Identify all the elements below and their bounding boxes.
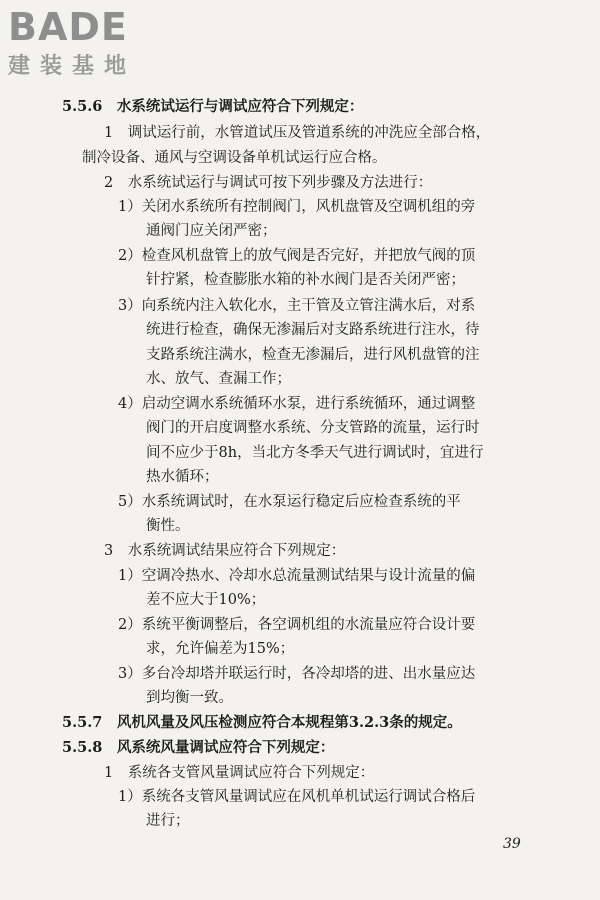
logo-subtitle: 建装基地 [8, 54, 137, 79]
item-3-text: 3 水系统调试结果应符合下列规定： [104, 543, 346, 559]
step-3-text-cont-3: 水、放气、查漏工作； [146, 371, 291, 387]
step-4-text-cont-2: 间不应少于8h，当北方冬季天气进行调试时，宜进行 [146, 445, 484, 461]
step-5-text: 5）水系统调试时，在水泵运行稳定后应检查系统的平 [118, 494, 461, 510]
step-4-text: 4）启动空调水系统循环水泵，进行系统循环，通过调整 [118, 396, 476, 412]
section-5-5-8-heading: 5.5.8 风系统风量调试应符合下列规定： [62, 739, 335, 756]
step-5-text-cont: 衡性。 [146, 518, 190, 534]
step-1-text: 1）关闭水系统所有控制阀门，风机盘管及空调机组的旁 [118, 199, 476, 215]
result-2-text-cont: 求，允许偏差为15%； [146, 641, 295, 657]
item-2-text: 2 水系统试运行与调试可按下列步骤及方法进行： [104, 175, 433, 191]
result-3-text-cont: 到均衡一致。 [146, 690, 233, 706]
airflow-step-1-cont: 进行； [146, 813, 190, 829]
result-2-text: 2）系统平衡调整后，各空调机组的水流量应符合设计要 [118, 617, 476, 633]
item-1-airflow-text: 1 系统各支管风量调试应符合下列规定： [104, 765, 375, 781]
page-number: 39 [503, 836, 521, 852]
result-3-text: 3）多台冷却塔并联运行时，各冷却塔的进、出水量应达 [118, 666, 476, 682]
section-5-5-7-text: 5.5.7 风机风量及风压检测应符合本规程第3.2.3条的规定。 [62, 714, 462, 731]
section-5-5-6-heading: 5.5.6 水系统试运行与调试应符合下列规定： [62, 98, 364, 115]
item-1-text-cont: 制冷设备、通风与空调设备单机试运行应合格。 [82, 150, 387, 166]
result-1-text-cont: 差不应大于10%； [146, 592, 266, 608]
item-1-text: 1 调试运行前，水管道试压及管道系统的冲洗应全部合格， [104, 125, 491, 141]
airflow-step-1-text: 1）系统各支管风量调试应在风机单机试运行调试合格后 [118, 789, 476, 805]
step-3-text: 3）向系统内注入软化水，主干管及立管注满水后，对系 [118, 298, 476, 314]
step-1-text-cont: 通阀门应关闭严密； [146, 223, 277, 239]
step-2-text-cont: 针拧紧，检查膨胀水箱的补水阀门是否关闭严密； [146, 272, 465, 288]
step-4-text-cont-3: 热水循环； [146, 469, 219, 485]
step-3-text-cont-1: 统进行检查，确保无渗漏后对支路系统进行注水，待 [146, 322, 480, 338]
step-2-text: 2）检查风机盘管上的放气阀是否完好，并把放气阀的顶 [118, 248, 476, 264]
result-1-text: 1）空调冷热水、冷却水总流量测试结果与设计流量的偏 [118, 568, 476, 584]
logo-brand: BADE [8, 5, 128, 49]
step-4-text-cont-1: 阀门的开启度调整水系统、分支管路的流量，运行时 [146, 420, 480, 436]
step-3-text-cont-2: 支路系统注满水，检查无渗漏后，进行风机盘管的注 [146, 347, 480, 363]
